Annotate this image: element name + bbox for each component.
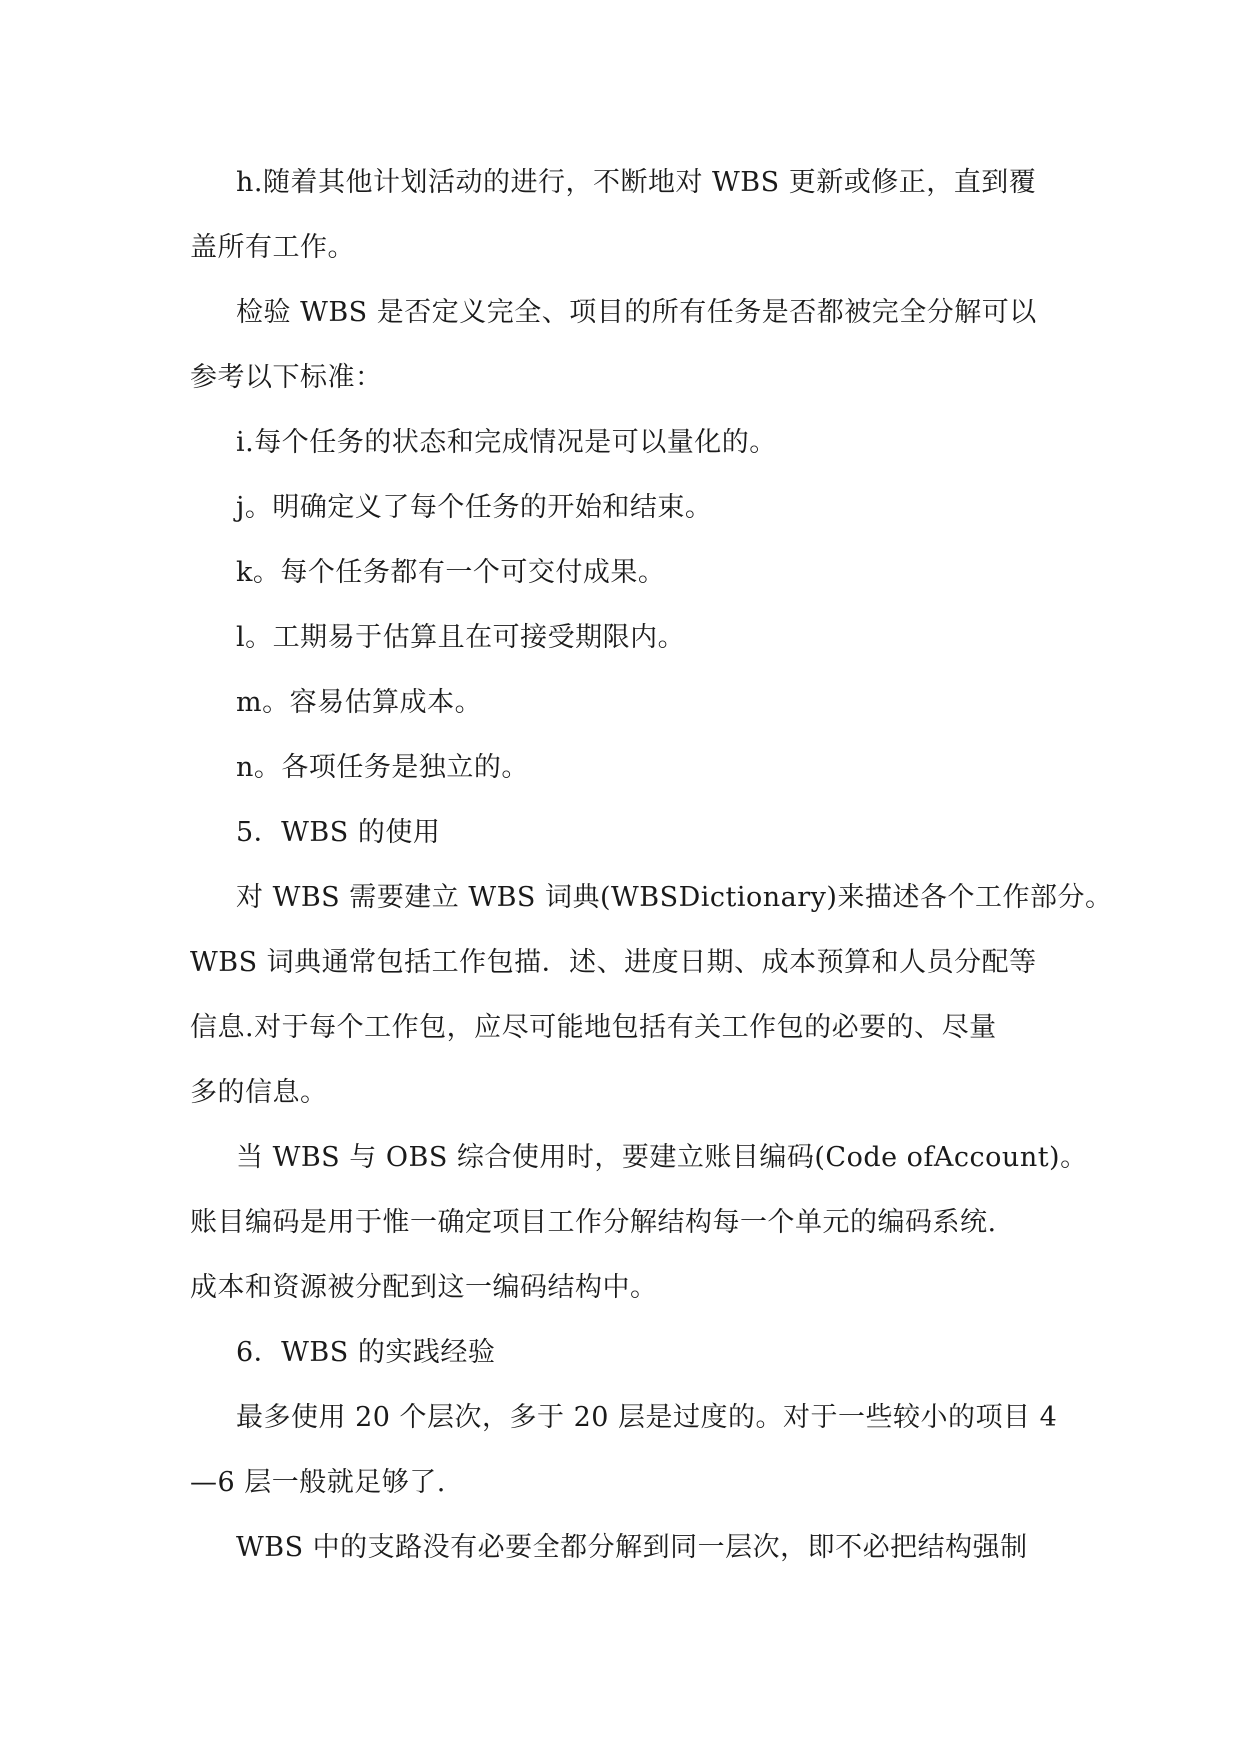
paragraph-line: 多的信息。: [190, 1077, 328, 1108]
paragraph-line: h.随着其他计划活动的进行，不断地对 WBS 更新或修正，直到覆: [236, 167, 1037, 198]
paragraph-line: 账目编码是用于惟一确定项目工作分解结构每一个单元的编码系统.: [190, 1207, 997, 1238]
paragraph-line: 盖所有工作。: [190, 232, 355, 263]
list-item: j。明确定义了每个任务的开始和结束。: [236, 492, 713, 523]
document-body: [190, 163, 1113, 1593]
paragraph-line: 信息.对于每个工作包，应尽可能地包括有关工作包的必要的、尽量: [190, 1012, 997, 1043]
list-item: m。容易估算成本。: [236, 687, 483, 718]
paragraph-line: 参考以下标准：: [190, 362, 383, 393]
paragraph-line: WBS 词典通常包括工作包描．述、进度日期、成本预算和人员分配等: [190, 947, 1037, 978]
section-heading: 6．WBS 的实践经验: [236, 1337, 496, 1368]
paragraph-line: 最多使用 20 个层次，多于 20 层是过度的。对于一些较小的项目 4: [236, 1402, 1058, 1433]
list-item: l。工期易于估算且在可接受期限内。: [236, 622, 686, 653]
section-heading: 5．WBS 的使用: [236, 817, 441, 848]
paragraph-line: 成本和资源被分配到这一编码结构中。: [190, 1272, 658, 1303]
paragraph-line: 检验 WBS 是否定义完全、项目的所有任务是否都被完全分解可以: [236, 297, 1037, 328]
list-item: k。每个任务都有一个可交付成果。: [236, 557, 666, 588]
paragraph-line: 当 WBS 与 OBS 综合使用时，要建立账目编码(Code ofAccount)。: [236, 1142, 1088, 1173]
paragraph-line: 对 WBS 需要建立 WBS 词典(WBSDictionary)来描述各个工作部分。: [236, 882, 1113, 913]
list-item: i.每个任务的状态和完成情况是可以量化的。: [236, 427, 777, 458]
paragraph-line: —6 层一般就足够了.: [190, 1467, 446, 1498]
list-item: n。各项任务是独立的。: [236, 752, 529, 783]
paragraph-line: WBS 中的支路没有必要全都分解到同一层次，即不必把结构强制: [236, 1532, 1028, 1563]
